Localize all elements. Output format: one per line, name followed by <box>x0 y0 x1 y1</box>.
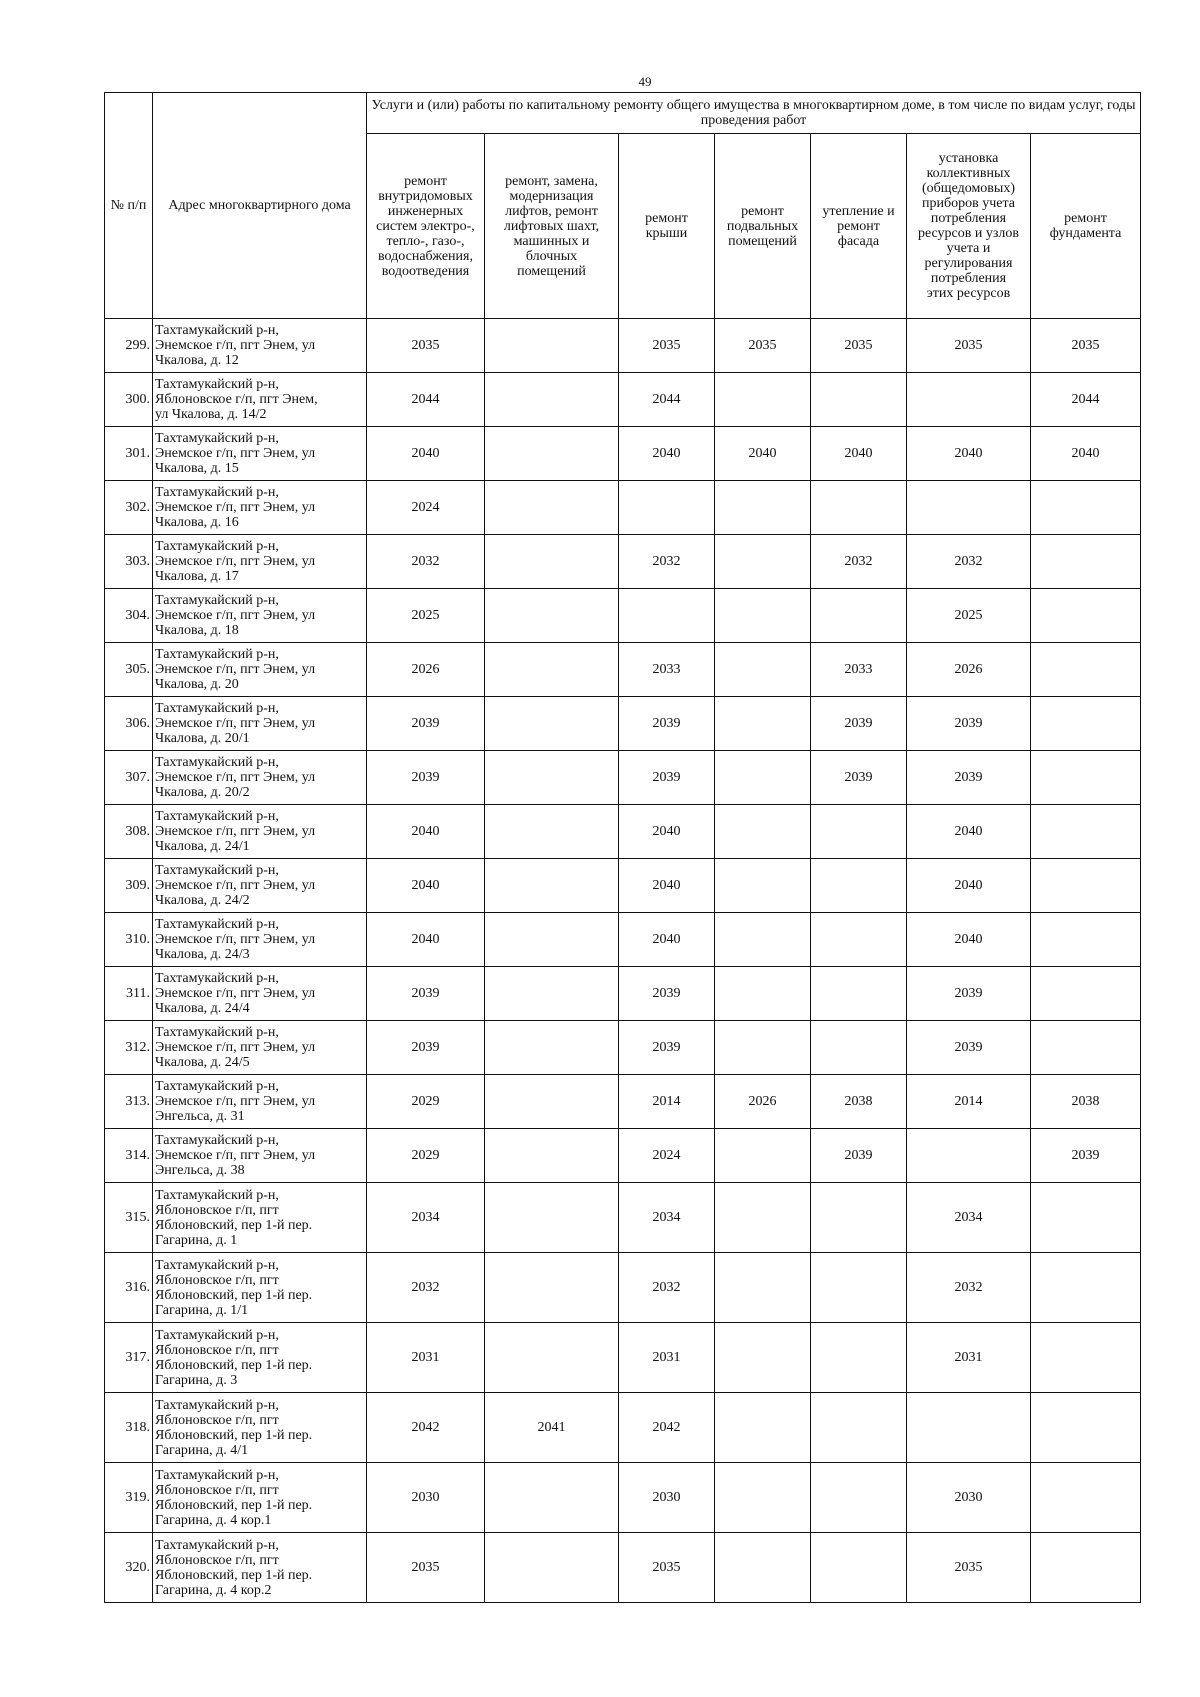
row-address: Тахтамукайский р-н, Яблоновское г/п, пгт Яблоновский, пер 1-й пер. Гагарина, д. 4/1 <box>153 1393 367 1463</box>
year-meters: 2032 <box>907 1253 1031 1323</box>
header-address: Адрес многоквартирного дома <box>153 93 367 319</box>
year-utility-systems: 2025 <box>367 589 485 643</box>
year-meters: 2026 <box>907 643 1031 697</box>
year-elevators <box>485 859 619 913</box>
year-elevators <box>485 1129 619 1183</box>
year-meters <box>907 373 1031 427</box>
table-row <box>105 697 1141 751</box>
table-row <box>105 481 1141 535</box>
row-address: Тахтамукайский р-н, Яблоновское г/п, пгт Яблоновский, пер 1-й пер. Гагарина, д. 4 кор.2 <box>153 1533 367 1603</box>
row-number: 305. <box>105 643 153 697</box>
row-number: 313. <box>105 1075 153 1129</box>
table-row <box>105 913 1141 967</box>
year-foundation <box>1031 589 1141 643</box>
header-num: № п/п <box>105 93 153 319</box>
year-elevators <box>485 1253 619 1323</box>
table-row <box>105 1533 1141 1603</box>
year-elevators <box>485 373 619 427</box>
year-foundation: 2035 <box>1031 319 1141 373</box>
year-meters: 2025 <box>907 589 1031 643</box>
year-facade <box>811 967 907 1021</box>
year-utility-systems: 2035 <box>367 1533 485 1603</box>
header-services-group: Услуги и (или) работы по капитальному ремонту общего имущества в многоквартирном доме, в том числе по видам услуг, годы проведения работ <box>367 93 1141 134</box>
year-roof: 2039 <box>619 967 715 1021</box>
year-basement <box>715 643 811 697</box>
row-number: 301. <box>105 427 153 481</box>
table-row <box>105 751 1141 805</box>
year-elevators <box>485 967 619 1021</box>
year-basement <box>715 535 811 589</box>
year-elevators <box>485 805 619 859</box>
year-meters: 2039 <box>907 1021 1031 1075</box>
row-number: 302. <box>105 481 153 535</box>
year-foundation: 2038 <box>1031 1075 1141 1129</box>
row-number: 316. <box>105 1253 153 1323</box>
year-foundation: 2039 <box>1031 1129 1141 1183</box>
year-roof: 2039 <box>619 751 715 805</box>
year-roof <box>619 589 715 643</box>
row-address: Тахтамукайский р-н, Энемское г/п, пгт Энем, ул Чкалова, д. 12 <box>153 319 367 373</box>
year-facade: 2039 <box>811 751 907 805</box>
table-row <box>105 1323 1141 1393</box>
row-number: 317. <box>105 1323 153 1393</box>
year-roof: 2044 <box>619 373 715 427</box>
year-elevators <box>485 913 619 967</box>
year-meters: 2031 <box>907 1323 1031 1393</box>
year-meters: 2039 <box>907 697 1031 751</box>
year-roof: 2042 <box>619 1393 715 1463</box>
year-elevators <box>485 427 619 481</box>
year-meters: 2040 <box>907 859 1031 913</box>
row-address: Тахтамукайский р-н, Энемское г/п, пгт Энем, ул Чкалова, д. 24/2 <box>153 859 367 913</box>
row-number: 299. <box>105 319 153 373</box>
year-facade <box>811 1463 907 1533</box>
year-roof: 2040 <box>619 427 715 481</box>
table-row <box>105 319 1141 373</box>
year-basement: 2035 <box>715 319 811 373</box>
year-elevators <box>485 481 619 535</box>
year-facade <box>811 373 907 427</box>
row-number: 311. <box>105 967 153 1021</box>
year-utility-systems: 2040 <box>367 427 485 481</box>
year-facade <box>811 859 907 913</box>
year-roof: 2024 <box>619 1129 715 1183</box>
row-number: 318. <box>105 1393 153 1463</box>
table-row <box>105 859 1141 913</box>
table-row <box>105 805 1141 859</box>
year-foundation <box>1031 1183 1141 1253</box>
year-facade <box>811 481 907 535</box>
year-basement <box>715 697 811 751</box>
row-number: 308. <box>105 805 153 859</box>
year-meters: 2040 <box>907 913 1031 967</box>
year-basement: 2040 <box>715 427 811 481</box>
year-basement <box>715 589 811 643</box>
header-meters: установка коллективных (общедомовых) приборов учета потребления ресурсов и узлов учета и регулирования потребления этих ресурсов <box>907 134 1031 319</box>
year-foundation <box>1031 535 1141 589</box>
table-row <box>105 967 1141 1021</box>
year-foundation <box>1031 1021 1141 1075</box>
year-utility-systems: 2039 <box>367 1021 485 1075</box>
row-address: Тахтамукайский р-н, Яблоновское г/п, пгт Яблоновский, пер 1-й пер. Гагарина, д. 4 кор.1 <box>153 1463 367 1533</box>
year-roof: 2040 <box>619 859 715 913</box>
year-utility-systems: 2029 <box>367 1075 485 1129</box>
row-number: 304. <box>105 589 153 643</box>
year-roof <box>619 481 715 535</box>
year-elevators <box>485 1463 619 1533</box>
year-elevators <box>485 1021 619 1075</box>
year-foundation <box>1031 967 1141 1021</box>
year-utility-systems: 2032 <box>367 535 485 589</box>
table-row <box>105 643 1141 697</box>
row-number: 319. <box>105 1463 153 1533</box>
year-foundation <box>1031 697 1141 751</box>
year-utility-systems: 2040 <box>367 913 485 967</box>
header-foundation: ремонт фундамента <box>1031 134 1141 319</box>
year-roof: 2032 <box>619 535 715 589</box>
table-row <box>105 1393 1141 1463</box>
row-address: Тахтамукайский р-н, Энемское г/п, пгт Энем, ул Чкалова, д. 24/3 <box>153 913 367 967</box>
year-basement <box>715 859 811 913</box>
year-roof: 2040 <box>619 805 715 859</box>
year-facade <box>811 1021 907 1075</box>
year-meters: 2032 <box>907 535 1031 589</box>
year-facade: 2038 <box>811 1075 907 1129</box>
page-number: 49 <box>638 74 652 89</box>
year-utility-systems: 2029 <box>367 1129 485 1183</box>
year-meters <box>907 1393 1031 1463</box>
year-roof: 2035 <box>619 319 715 373</box>
row-address: Тахтамукайский р-н, Яблоновское г/п, пгт Яблоновский, пер 1-й пер. Гагарина, д. 1 <box>153 1183 367 1253</box>
year-foundation: 2044 <box>1031 373 1141 427</box>
year-basement <box>715 1021 811 1075</box>
year-elevators <box>485 319 619 373</box>
year-facade: 2032 <box>811 535 907 589</box>
year-facade <box>811 805 907 859</box>
year-roof: 2030 <box>619 1463 715 1533</box>
year-roof: 2035 <box>619 1533 715 1603</box>
year-foundation <box>1031 1463 1141 1533</box>
year-basement <box>715 913 811 967</box>
year-meters: 2035 <box>907 1533 1031 1603</box>
year-facade <box>811 1323 907 1393</box>
year-basement <box>715 1129 811 1183</box>
year-elevators <box>485 697 619 751</box>
year-meters <box>907 481 1031 535</box>
year-basement <box>715 1533 811 1603</box>
year-meters: 2014 <box>907 1075 1031 1129</box>
year-basement <box>715 1463 811 1533</box>
year-utility-systems: 2030 <box>367 1463 485 1533</box>
year-foundation <box>1031 1533 1141 1603</box>
year-elevators <box>485 643 619 697</box>
year-meters: 2035 <box>907 319 1031 373</box>
year-basement <box>715 1393 811 1463</box>
year-roof: 2039 <box>619 697 715 751</box>
year-utility-systems: 2039 <box>367 697 485 751</box>
year-meters: 2039 <box>907 751 1031 805</box>
year-utility-systems: 2040 <box>367 859 485 913</box>
year-elevators <box>485 535 619 589</box>
year-foundation <box>1031 1393 1141 1463</box>
table-row <box>105 1129 1141 1183</box>
year-utility-systems: 2040 <box>367 805 485 859</box>
year-facade <box>811 1253 907 1323</box>
row-address: Тахтамукайский р-н, Энемское г/п, пгт Энем, ул Энгельса, д. 31 <box>153 1075 367 1129</box>
year-foundation <box>1031 643 1141 697</box>
year-basement <box>715 481 811 535</box>
year-elevators <box>485 751 619 805</box>
header-roof: ремонт крыши <box>619 134 715 319</box>
year-foundation <box>1031 1253 1141 1323</box>
year-meters: 2040 <box>907 805 1031 859</box>
year-elevators <box>485 1323 619 1393</box>
table-row <box>105 1021 1141 1075</box>
year-utility-systems: 2034 <box>367 1183 485 1253</box>
row-address: Тахтамукайский р-н, Энемское г/п, пгт Энем, ул Чкалова, д. 24/1 <box>153 805 367 859</box>
year-meters: 2040 <box>907 427 1031 481</box>
year-meters <box>907 1129 1031 1183</box>
table-row <box>105 589 1141 643</box>
row-number: 320. <box>105 1533 153 1603</box>
year-basement <box>715 1183 811 1253</box>
row-number: 315. <box>105 1183 153 1253</box>
year-basement: 2026 <box>715 1075 811 1129</box>
year-basement <box>715 1253 811 1323</box>
row-number: 314. <box>105 1129 153 1183</box>
table-row <box>105 1183 1141 1253</box>
year-basement <box>715 1323 811 1393</box>
table-row <box>105 535 1141 589</box>
year-roof: 2034 <box>619 1183 715 1253</box>
header-facade: утепление и ремонт фасада <box>811 134 907 319</box>
year-facade: 2039 <box>811 1129 907 1183</box>
year-facade <box>811 1183 907 1253</box>
year-foundation <box>1031 913 1141 967</box>
year-utility-systems: 2032 <box>367 1253 485 1323</box>
row-address: Тахтамукайский р-н, Энемское г/п, пгт Энем, ул Чкалова, д. 18 <box>153 589 367 643</box>
year-roof: 2032 <box>619 1253 715 1323</box>
year-roof: 2014 <box>619 1075 715 1129</box>
year-foundation <box>1031 1323 1141 1393</box>
year-basement <box>715 373 811 427</box>
year-facade <box>811 1533 907 1603</box>
year-roof: 2039 <box>619 1021 715 1075</box>
table-row <box>105 427 1141 481</box>
row-number: 303. <box>105 535 153 589</box>
year-facade: 2035 <box>811 319 907 373</box>
year-basement <box>715 751 811 805</box>
year-roof: 2031 <box>619 1323 715 1393</box>
year-roof: 2033 <box>619 643 715 697</box>
row-number: 309. <box>105 859 153 913</box>
year-foundation <box>1031 859 1141 913</box>
row-address: Тахтамукайский р-н, Яблоновское г/п, пгт Энем, ул Чкалова, д. 14/2 <box>153 373 367 427</box>
year-utility-systems: 2035 <box>367 319 485 373</box>
year-basement <box>715 967 811 1021</box>
year-facade <box>811 589 907 643</box>
row-address: Тахтамукайский р-н, Энемское г/п, пгт Энем, ул Чкалова, д. 17 <box>153 535 367 589</box>
year-facade <box>811 1393 907 1463</box>
row-address: Тахтамукайский р-н, Энемское г/п, пгт Энем, ул Чкалова, д. 20/2 <box>153 751 367 805</box>
row-address: Тахтамукайский р-н, Энемское г/п, пгт Энем, ул Энгельса, д. 38 <box>153 1129 367 1183</box>
table-row <box>105 1463 1141 1533</box>
year-roof: 2040 <box>619 913 715 967</box>
year-elevators <box>485 1183 619 1253</box>
year-facade: 2033 <box>811 643 907 697</box>
table-row <box>105 373 1141 427</box>
year-utility-systems: 2026 <box>367 643 485 697</box>
year-foundation <box>1031 751 1141 805</box>
row-address: Тахтамукайский р-н, Яблоновское г/п, пгт Яблоновский, пер 1-й пер. Гагарина, д. 3 <box>153 1323 367 1393</box>
header-basement: ремонт подвальных помещений <box>715 134 811 319</box>
table-row <box>105 1075 1141 1129</box>
year-utility-systems: 2039 <box>367 751 485 805</box>
year-meters: 2039 <box>907 967 1031 1021</box>
year-facade: 2039 <box>811 697 907 751</box>
row-number: 310. <box>105 913 153 967</box>
year-utility-systems: 2031 <box>367 1323 485 1393</box>
row-number: 312. <box>105 1021 153 1075</box>
year-elevators <box>485 1533 619 1603</box>
row-number: 307. <box>105 751 153 805</box>
table-row <box>105 1253 1141 1323</box>
row-address: Тахтамукайский р-н, Энемское г/п, пгт Энем, ул Чкалова, д. 20 <box>153 643 367 697</box>
header-elevators: ремонт, замена, модернизация лифтов, ремонт лифтовых шахт, машинных и блочных помещений <box>485 134 619 319</box>
row-address: Тахтамукайский р-н, Энемское г/п, пгт Энем, ул Чкалова, д. 16 <box>153 481 367 535</box>
year-foundation <box>1031 481 1141 535</box>
year-utility-systems: 2042 <box>367 1393 485 1463</box>
year-foundation <box>1031 805 1141 859</box>
row-address: Тахтамукайский р-н, Энемское г/п, пгт Энем, ул Чкалова, д. 24/4 <box>153 967 367 1021</box>
row-address: Тахтамукайский р-н, Энемское г/п, пгт Энем, ул Чкалова, д. 20/1 <box>153 697 367 751</box>
year-meters: 2034 <box>907 1183 1031 1253</box>
year-utility-systems: 2024 <box>367 481 485 535</box>
row-address: Тахтамукайский р-н, Энемское г/п, пгт Энем, ул Чкалова, д. 24/5 <box>153 1021 367 1075</box>
year-utility-systems: 2039 <box>367 967 485 1021</box>
year-facade <box>811 913 907 967</box>
year-elevators: 2041 <box>485 1393 619 1463</box>
row-address: Тахтамукайский р-н, Яблоновское г/п, пгт Яблоновский, пер 1-й пер. Гагарина, д. 1/1 <box>153 1253 367 1323</box>
capital-repair-table <box>104 92 1141 1603</box>
header-utility-systems: ремонт внутридомовых инженерных систем электро-, тепло-, газо-, водоснабжения, водоотведения <box>367 134 485 319</box>
row-address: Тахтамукайский р-н, Энемское г/п, пгт Энем, ул Чкалова, д. 15 <box>153 427 367 481</box>
row-number: 306. <box>105 697 153 751</box>
year-elevators <box>485 589 619 643</box>
year-facade: 2040 <box>811 427 907 481</box>
row-number: 300. <box>105 373 153 427</box>
year-meters: 2030 <box>907 1463 1031 1533</box>
year-elevators <box>485 1075 619 1129</box>
year-foundation: 2040 <box>1031 427 1141 481</box>
year-basement <box>715 805 811 859</box>
year-utility-systems: 2044 <box>367 373 485 427</box>
